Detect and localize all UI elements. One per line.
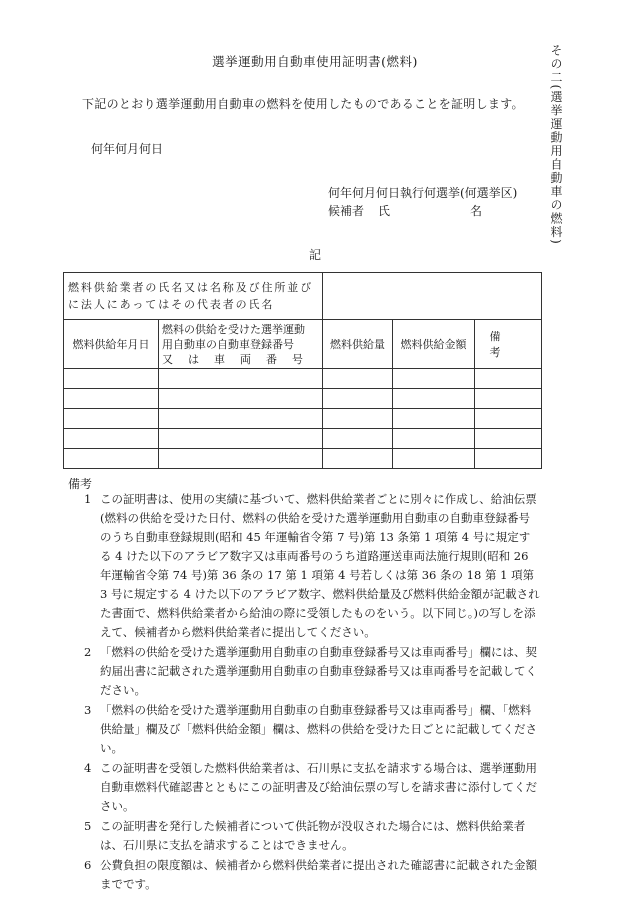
fuel-supply-table	[63, 272, 542, 469]
col-header-vehicle-line3: 又は車両番号	[162, 352, 318, 366]
table-cell[interactable]	[393, 429, 475, 449]
table-cell[interactable]	[323, 409, 393, 429]
col-header-remarks: 備考	[475, 320, 542, 369]
intro-statement: 下記のとおり選挙運動用自動車の燃料を使用したものであることを証明します。	[82, 97, 524, 111]
candidate-label: 候補者	[328, 204, 365, 218]
table-cell[interactable]	[64, 429, 159, 449]
note-text: この証明書を発行した候補者について供託物が没収された場合には、燃料供給業者は、石川県に支払を請求することはできません。	[100, 819, 526, 852]
election-name: 何年何月何日執行何選挙(何選挙区)	[328, 186, 518, 200]
table-row	[64, 449, 542, 469]
note-text: 公費負担の限度額は、候補者から燃料供給業者に提出された確認書に記載された金額までです。	[100, 858, 537, 891]
table-cell[interactable]	[475, 369, 542, 389]
notes-heading: 備考	[68, 477, 93, 491]
column-header-row	[64, 320, 542, 369]
col-header-vehicle-line2: 用自動車の自動車登録番号	[162, 337, 294, 351]
note-text: 「燃料の供給を受けた選挙運動用自動車の自動車登録番号又は車両番号」欄には、契約届出書に記載された選挙運動用自動車の自動車登録番号又は車両番号を記載してください。	[100, 645, 537, 697]
table-cell[interactable]	[323, 449, 393, 469]
side-label: その二(選挙運動用自動車の燃料)	[549, 44, 563, 246]
table-cell[interactable]	[475, 449, 542, 469]
note-item	[84, 759, 540, 816]
note-number: 2	[84, 645, 92, 659]
table-cell[interactable]	[323, 389, 393, 409]
table-cell[interactable]	[64, 449, 159, 469]
note-text: 「燃料の供給を受けた選挙運動用自動車の自動車登録番号又は車両番号」欄、「燃料供給量」欄及び「燃料供給金額」欄は、燃料の供給を受けた日ごとに記載してください。	[100, 703, 537, 755]
table-cell[interactable]	[64, 409, 159, 429]
table-cell[interactable]	[323, 369, 393, 389]
supplier-value-cell[interactable]	[323, 273, 542, 320]
col-header-amount: 燃料供給量	[323, 320, 393, 369]
note-number: 6	[84, 858, 92, 872]
table-cell[interactable]	[159, 389, 323, 409]
candidate-line	[328, 202, 482, 219]
note-number: 5	[84, 819, 92, 833]
col-header-price: 燃料供給金額	[393, 320, 475, 369]
table-cell[interactable]	[159, 429, 323, 449]
note-number: 3	[84, 703, 92, 717]
col-header-date: 燃料供給年月日	[64, 320, 159, 369]
col-header-vehicle	[159, 320, 323, 369]
note-item	[84, 817, 540, 855]
supplier-header: 燃料供給業者の氏名又は名称及び住所並びに法人にあってはその代表者の氏名	[64, 273, 323, 320]
note-text: この証明書を受領した燃料供給業者は、石川県に支払を請求する場合は、選挙運動用自動車燃料代確認書とともにこの証明書及び給油伝票の写しを請求書に添付してください。	[100, 761, 537, 813]
table-cell[interactable]	[475, 429, 542, 449]
note-item	[84, 701, 540, 758]
note-number: 4	[84, 761, 92, 775]
table-cell[interactable]	[159, 409, 323, 429]
col-header-vehicle-line1: 燃料の供給を受けた選挙運動	[162, 322, 305, 336]
table-cell[interactable]	[159, 449, 323, 469]
table-cell[interactable]	[159, 369, 323, 389]
candidate-name-last: 名	[470, 204, 483, 218]
note-number: 1	[84, 492, 92, 506]
table-cell[interactable]	[393, 369, 475, 389]
table-row	[64, 369, 542, 389]
supplier-row	[64, 273, 542, 320]
table-cell[interactable]	[475, 409, 542, 429]
issue-date: 何年何月何日	[91, 142, 164, 156]
note-item	[84, 490, 540, 642]
table-cell[interactable]	[475, 389, 542, 409]
table-cell[interactable]	[64, 389, 159, 409]
note-text: この証明書は、使用の実績に基づいて、燃料供給業者ごとに別々に作成し、給油伝票(燃料の供給を受けた日付、燃料の供給を受けた選挙運動用自動車の自動車登録番号のうち自動車登録規則(昭和 45 年運輸省令第 7 号)第 13 条第 1 項第 4 号に規定する 4 けた以下のアラビア数字又は車両番号のうち道路運送車両法施行規則(昭和 26 年運輸省令第 74 号)第 36 条の 17 第 1 項第 4 号若しくは第 36 条の 18 第 1 項第 3 号に規定する 4 けた以下のアラビア数字、燃料供給量及び燃料供給金額が記載された書面で、燃料供給業者から給油の際に受領したものをいう。以下同じ。)の写しを添えて、候補者から燃料供給業者に提出してください。	[100, 492, 540, 639]
table-row	[64, 429, 542, 449]
table-cell[interactable]	[393, 389, 475, 409]
ki-marker: 記	[308, 248, 321, 262]
document-title: 選挙運動用自動車使用証明書(燃料)	[212, 54, 418, 69]
table-cell[interactable]	[393, 449, 475, 469]
note-item	[84, 856, 540, 894]
table-row	[64, 409, 542, 429]
candidate-name-first: 氏	[378, 204, 391, 218]
table-cell[interactable]	[323, 429, 393, 449]
table-cell[interactable]	[393, 409, 475, 429]
table-row	[64, 389, 542, 409]
table-cell[interactable]	[64, 369, 159, 389]
note-item	[84, 643, 540, 700]
